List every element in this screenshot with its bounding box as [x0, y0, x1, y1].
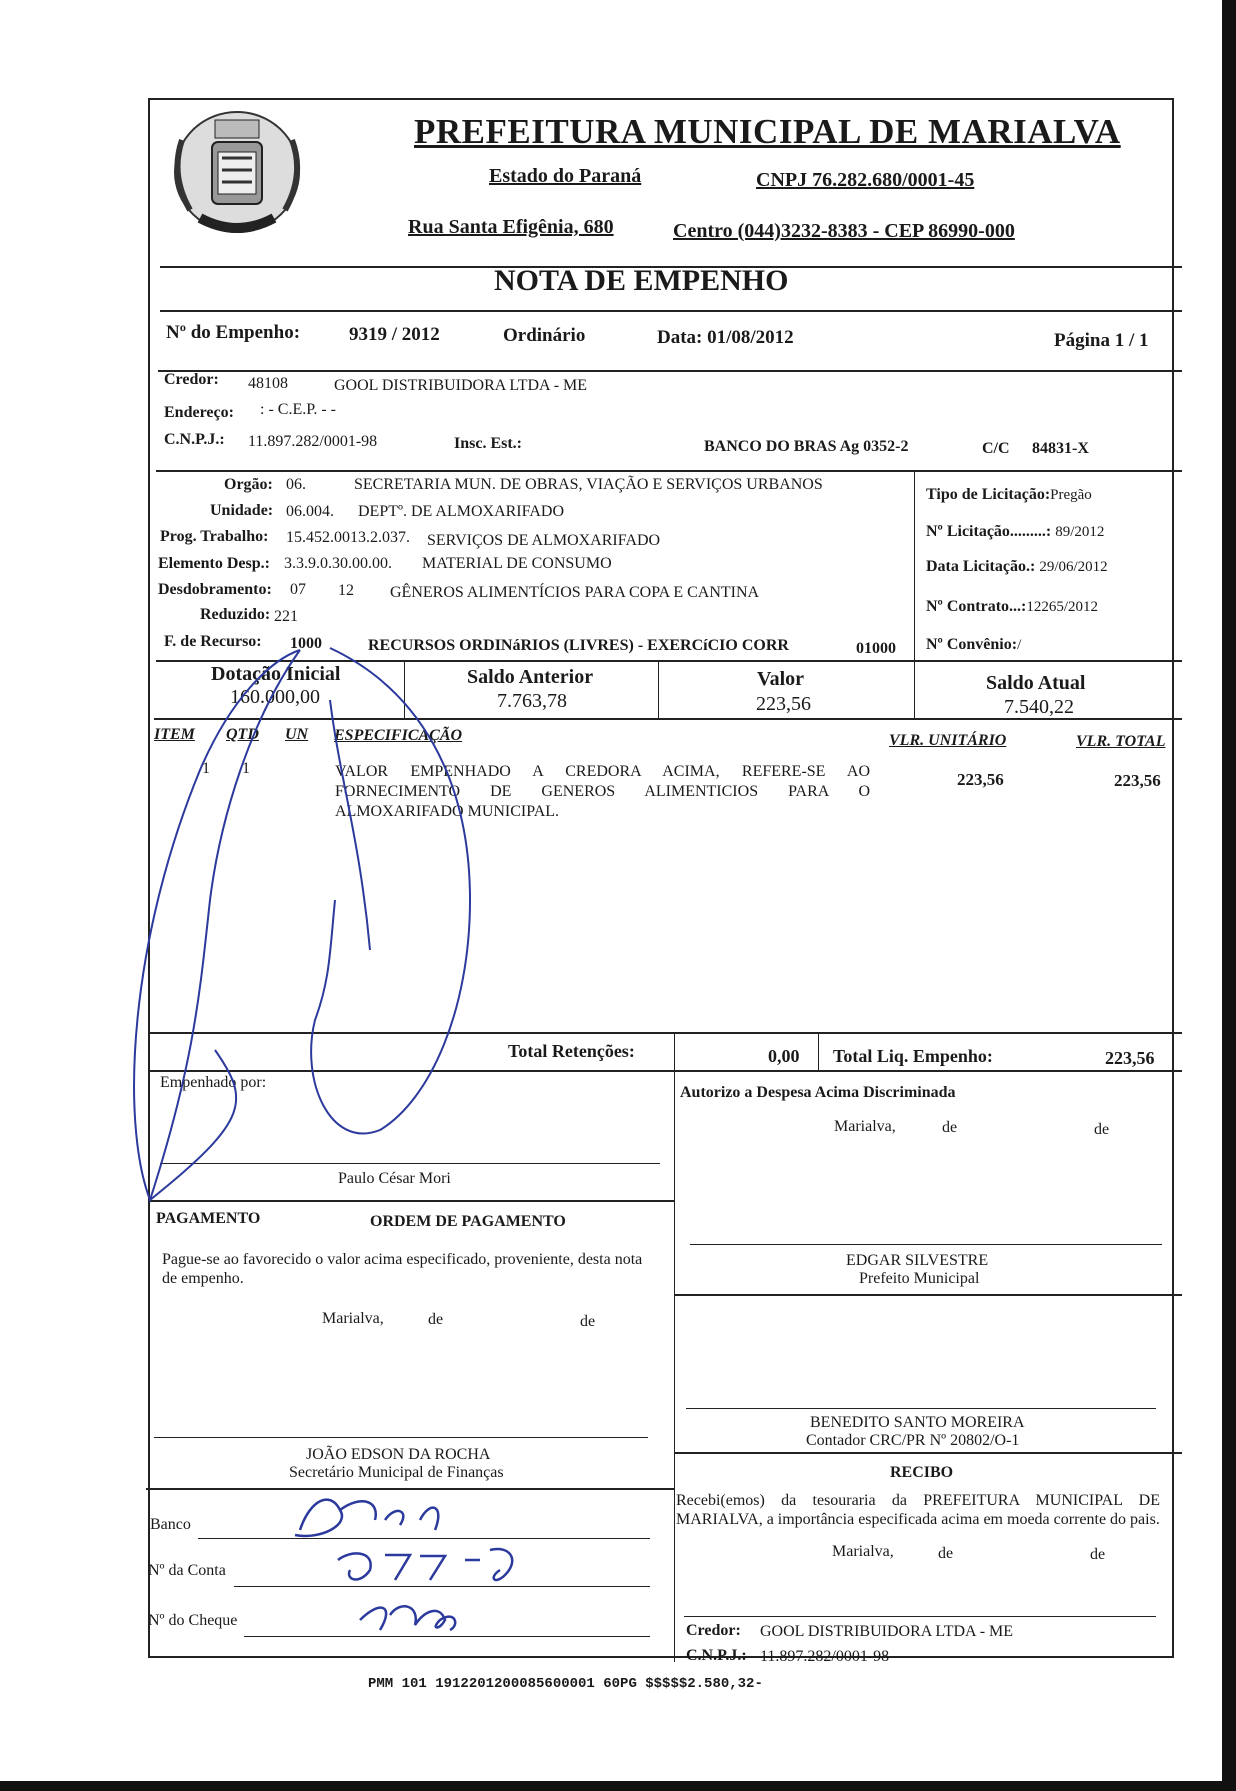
secretario-cargo: Secretário Municipal de Finanças [289, 1464, 504, 1481]
header-estado: Estado do Paraná [489, 165, 642, 187]
scan-border-bottom [0, 1781, 1236, 1791]
saldo-atual-label: Saldo Atual [986, 672, 1086, 694]
convenio-num: / [1017, 637, 1022, 653]
header-rua: Rua Santa Efigênia, 680 [408, 216, 614, 238]
total-retencoes-label: Total Retenções: [508, 1041, 635, 1061]
recibo-de1: de [938, 1545, 954, 1562]
item-especificacao: VALOR EMPENHADO A CREDORA ACIMA, REFERE-SE AO FORNECIMENTO DE GENEROS ALIMENTICIOS PARA O ALMOXARIFADO MUNICIPAL. [335, 763, 870, 820]
unidade-nome: DEPTº. DE ALMOXARIFADO [358, 503, 564, 520]
orgao-cod: 06. [286, 476, 306, 493]
cheque-label: Nº do Cheque [148, 1612, 238, 1629]
secretario-nome: JOÃO EDSON DA ROCHA [306, 1446, 491, 1463]
prefeito-cargo: Prefeito Municipal [859, 1270, 980, 1287]
credor-label: Credor: [164, 371, 219, 388]
col-header-un: UN [285, 726, 309, 743]
recibo-credor-nome: GOOL DISTRIBUIDORA LTDA - ME [760, 1623, 1014, 1640]
empenho-label: Nº do Empenho: [166, 322, 301, 343]
contador-nome: BENEDITO SANTO MOREIRA [810, 1414, 1025, 1431]
item-vlr-total: 223,56 [1114, 771, 1161, 790]
dotacao-inicial-valor: 160.000,00 [230, 686, 320, 708]
col-header-vlr-total: VLR. TOTAL [1076, 733, 1166, 750]
elemento-label: Elemento Desp.: [158, 555, 270, 572]
credor-endereco-label: Endereço: [164, 404, 234, 421]
desdobramento-label: Desdobramento: [158, 581, 272, 598]
saldo-anterior-valor: 7.763,78 [497, 690, 567, 712]
recurso-nome: RECURSOS ORDINáRIOS (LIVRES) - EXERCíCIO CORR [368, 637, 789, 654]
conta-label: Nº da Conta [148, 1562, 226, 1579]
credor-nome: GOOL DISTRIBUIDORA LTDA - ME [334, 377, 588, 394]
elemento-nome: MATERIAL DE CONSUMO [422, 555, 612, 572]
recibo-cnpj: 11.897.282/0001-98 [760, 1648, 890, 1665]
item-vlr-unitario: 223,56 [957, 770, 1004, 789]
contrato-num: 12265/2012 [1026, 599, 1099, 615]
convenio-label: Nº Convênio:/ [926, 636, 1022, 653]
reduzido-label: Reduzido: [200, 606, 271, 623]
credor-cc-label: C/C [982, 440, 1010, 457]
dotacao-inicial-label: Dotação Inicial [211, 663, 341, 685]
recibo-credor-label: Credor: [686, 1622, 741, 1639]
total-liq-valor: 223,56 [1105, 1048, 1155, 1068]
credor-cnpj: 11.897.282/0001-98 [248, 433, 378, 450]
recibo-texto: Recebi(emos) da tesouraria da PREFEITURA MUNICIPAL DE MARIALVA, a importância especificada acima em moeda corrente do pais. [676, 1492, 1160, 1528]
prog-nome: SERVIÇOS DE ALMOXARIFADO [427, 532, 661, 549]
prog-cod: 15.452.0013.2.037. [286, 529, 410, 546]
contador-cargo: Contador CRC/PR Nº 20802/O-1 [806, 1432, 1020, 1449]
col-header-especificacao: ESPECIFICAÇÃO [334, 727, 463, 744]
unidade-cod: 06.004. [286, 503, 334, 520]
pagamento-texto: Pague-se ao favorecido o valor acima especificado, proveniente, desta nota de empenho. [162, 1251, 643, 1287]
rodape-codigo: PMM 101 1912201200085600001 60PG $$$$$2.580,32- [368, 1676, 763, 1692]
banco-label: Banco [150, 1516, 191, 1533]
ordem-pagamento-label: ORDEM DE PAGAMENTO [370, 1213, 566, 1230]
licitacao-tipo: Pregão [1050, 487, 1092, 503]
orgao-label: Orgão: [224, 476, 273, 493]
col-header-vlr-unitario: VLR. UNITÁRIO [889, 732, 1007, 749]
valor-valor: 223,56 [756, 693, 811, 715]
licitacao-num: 89/2012 [1055, 524, 1105, 540]
credor-banco: BANCO DO BRAS Ag 0352-2 [704, 438, 909, 455]
desdobramento-nome: GÊNEROS ALIMENTÍCIOS PARA COPA E CANTINA [390, 584, 760, 601]
item-qtd: 1 [242, 760, 250, 777]
autorizo-local: Marialva, [834, 1118, 896, 1135]
reduzido-valor: 221 [274, 608, 298, 625]
credor-insc-label: Insc. Est.: [454, 435, 523, 452]
valor-label: Valor [757, 668, 805, 690]
empenho-numero: 9319 / 2012 [349, 324, 440, 345]
credor-cc: 84831-X [1032, 440, 1089, 457]
autorizo-de2: de [1094, 1121, 1110, 1138]
recurso-cod2: 01000 [856, 640, 896, 657]
empenho-pagina: Página 1 / 1 [1054, 330, 1149, 351]
recurso-cod: 1000 [290, 635, 322, 652]
total-retencoes-valor: 0,00 [768, 1046, 800, 1066]
empenhado-por-nome: Paulo César Mori [338, 1170, 451, 1187]
scan-border-right [1222, 0, 1236, 1791]
autorizo-label: Autorizo a Despesa Acima Discriminada [680, 1084, 956, 1101]
autorizo-de1: de [942, 1119, 958, 1136]
pagamento-label: PAGAMENTO [156, 1210, 261, 1227]
empenho-tipo: Ordinário [503, 325, 586, 346]
desdobramento-cod2: 12 [338, 582, 354, 599]
header-cnpj: CNPJ 76.282.680/0001-45 [756, 169, 975, 191]
orgao-nome: SECRETARIA MUN. DE OBRAS, VIAÇÃO E SERVIÇOS URBANOS [354, 476, 823, 493]
col-header-item: ITEM [154, 726, 195, 743]
empenhado-por-label: Empenhado por: [160, 1074, 267, 1091]
header-endereco: Centro (044)3232-8383 - CEP 86990-000 [673, 220, 1015, 242]
total-liq-label: Total Liq. Empenho: [833, 1046, 993, 1066]
document-title: NOTA DE EMPENHO [494, 264, 789, 297]
empenho-data: Data: 01/08/2012 [657, 327, 794, 348]
pagamento-local: Marialva, [322, 1310, 384, 1327]
credor-cnpj-label: C.N.P.J.: [164, 431, 225, 448]
saldo-atual-valor: 7.540,22 [1004, 696, 1074, 718]
prefeito-nome: EDGAR SILVESTRE [846, 1252, 989, 1269]
recibo-local: Marialva, [832, 1543, 894, 1560]
coat-of-arms-emblem [160, 100, 315, 250]
credor-codigo: 48108 [248, 375, 288, 392]
recibo-de2: de [1090, 1546, 1106, 1563]
col-header-qtd: QTD [226, 726, 259, 743]
credor-endereco: : - C.E.P. - - [260, 401, 336, 418]
pagamento-de2: de [580, 1313, 596, 1330]
saldo-anterior-label: Saldo Anterior [467, 666, 594, 688]
prog-label: Prog. Trabalho: [160, 528, 269, 545]
recurso-label: F. de Recurso: [164, 633, 262, 650]
licitacao-tipo-label: Tipo de Licitação:Pregão [926, 486, 1092, 503]
pagamento-de1: de [428, 1311, 444, 1328]
licitacao-data: 29/06/2012 [1039, 559, 1108, 575]
header-title: PREFEITURA MUNICIPAL DE MARIALVA [414, 112, 1121, 151]
unidade-label: Unidade: [210, 502, 274, 519]
elemento-cod: 3.3.9.0.30.00.00. [284, 555, 392, 572]
recibo-label: RECIBO [890, 1464, 954, 1481]
recibo-cnpj-label: C.N.P.J.: [686, 1647, 747, 1664]
desdobramento-cod1: 07 [290, 581, 306, 598]
contrato-label: Nº Contrato...:12265/2012 [926, 598, 1099, 615]
licitacao-num-label: Nº Licitação.........: 89/2012 [926, 523, 1105, 540]
licitacao-data-label: Data Licitação.: 29/06/2012 [926, 558, 1108, 575]
item-numero: 1 [202, 760, 210, 777]
